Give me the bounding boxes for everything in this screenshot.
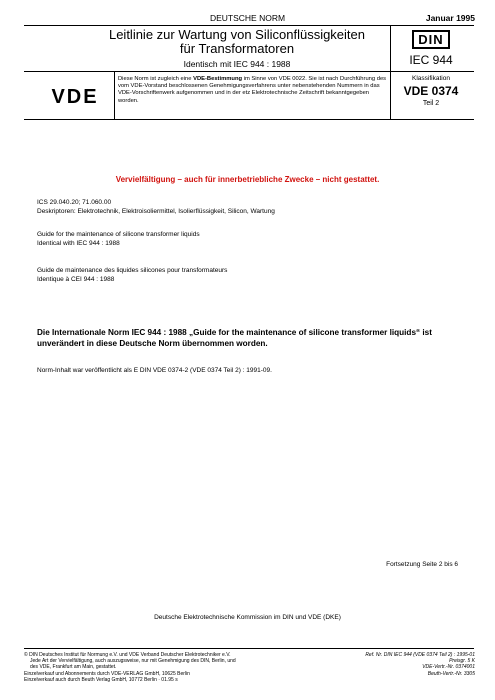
english-identical: Identical with IEC 944 : 1988 xyxy=(37,240,120,247)
header-left-divider xyxy=(114,71,115,119)
footer-right-line: Beuth-Vertr.-Nr. 3305 xyxy=(427,670,475,677)
vde-logo-text: VDE xyxy=(51,86,99,107)
continuation-note: Fortsetzung Seite 2 bis 6 xyxy=(386,561,458,568)
notice-text-a: Diese Norm ist zugleich eine xyxy=(118,76,194,82)
footer-copyright xyxy=(24,652,314,683)
classification-number: VDE 0374 xyxy=(403,84,459,98)
vde-logo-mark xyxy=(41,85,109,107)
french-title: Guide de maintenance des liquides silicones pour transformateurs xyxy=(37,267,228,274)
header-top-rule xyxy=(24,25,474,26)
previous-publication: Norm-Inhalt war veröffentlicht als E DIN VDE 0374-2 (VDE 0374 Teil 2) : 1991-09. xyxy=(37,367,272,374)
french-identical: Identique à CEI 944 : 1988 xyxy=(37,276,115,283)
classification-block xyxy=(390,75,472,107)
footer-right-line: Ref. Nr. DIN IEC 944 (VDE 0374 Teil 2) : 1995-01 xyxy=(365,652,475,658)
footer-right-line: VDE-Vertr.-Nr. 0374001 xyxy=(422,664,475,671)
title-line-2: für Transformatoren xyxy=(179,41,295,56)
footer-left-line: Einzelverkauf und Abonnements durch VDE-VERLAG GmbH, 10625 Berlin xyxy=(24,670,190,677)
footer-left-line: Einzelverkauf auch durch Beuth Verlag GmbH, 10772 Berlin · 01.95 s xyxy=(24,676,178,683)
din-block xyxy=(390,30,472,67)
footer-left-line: © DIN Deutsches Institut für Normung e.V. und VDE Verband Deutscher Elektrotechniker e.V. xyxy=(24,652,231,658)
din-logo-text: DIN xyxy=(418,32,444,47)
document-type-label: DEUTSCHE NORM xyxy=(209,13,286,23)
footer-left-line: Jede Art der Vervielfältigung, auch auszugsweise, nur mit Genehmigung des DIN, Berlin, und xyxy=(30,658,236,665)
english-title: Guide for the maintenance of silicone transformer liquids xyxy=(37,231,200,238)
adoption-statement: Die Internationale Norm IEC 944 : 1988 „Guide for the maintenance of silicone transformer liquids“ ist unverändert in diese Deutsche Norm übernommen worden. xyxy=(37,328,432,348)
footer-rule xyxy=(24,648,474,649)
identical-note: Identisch mit IEC 944 : 1988 xyxy=(183,59,291,69)
din-number: IEC 944 xyxy=(409,53,453,67)
footer-left-line: des VDE, Frankfurt am Main, gestattet. xyxy=(30,664,117,671)
title-line-1: Leitlinie zur Wartung von Siliconflüssigkeiten xyxy=(108,27,366,42)
classification-label: Klassifikation xyxy=(412,75,450,82)
publication-date: Januar 1995 xyxy=(425,13,475,23)
footer-right-line: Preisgr. 5 K xyxy=(449,658,475,665)
din-logo xyxy=(412,30,449,49)
header-bottom-rule xyxy=(24,119,474,120)
document-title xyxy=(88,28,386,69)
notice-bold: VDE-Bestimmung xyxy=(193,76,243,82)
ics-code: ICS 29.040.20; 71.060.00 xyxy=(37,199,112,206)
copy-warning: Vervielfältigung – auch für innerbetriebliche Zwecke – nicht gestattet. xyxy=(115,175,380,184)
classification-part: Teil 2 xyxy=(422,100,440,107)
notice-text-b: im Sinne von VDE 0022. Sie ist nach Durchführung des vom VDE-Vorstand beschlossenen Genehmigungsverfahrens unter nebenstehenden Nummern in das VDE-Vorschriftenwerk aufgenommen und in der etz Elektrotechnische Zeitschrift bekanntgegeben worden. xyxy=(118,76,387,104)
footer-reference xyxy=(315,652,475,677)
vde-notice xyxy=(118,76,388,105)
vde-logo xyxy=(40,84,110,108)
descriptors: Deskriptoren: Elektrotechnik, Elektroisoliermittel, Isolierflüssigkeit, Silicon, Wartung xyxy=(37,208,275,215)
commission-line: Deutsche Elektrotechnische Kommission im DIN und VDE (DKE) xyxy=(154,614,341,621)
header-middle-rule xyxy=(24,71,474,72)
